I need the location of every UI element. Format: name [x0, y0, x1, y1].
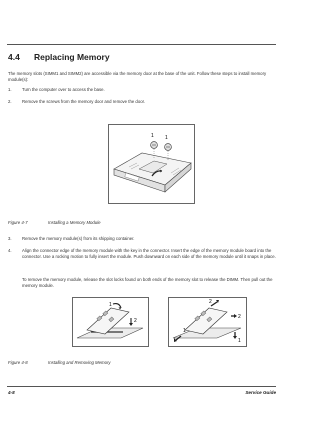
section-number: 4.4 [8, 52, 20, 62]
figure-4-8-caption: Installing and Removing Memory [48, 360, 111, 365]
callout-remove-2a: 2 [209, 299, 212, 305]
footer-title: Service Guide [245, 390, 276, 395]
remove-illustration [169, 298, 246, 346]
figure-4-8-install-image [72, 297, 149, 347]
step-4-number: 4. [8, 248, 12, 253]
header-rule [7, 44, 276, 45]
intro-paragraph: The memory slots (SIMM1 and SIMM2) are accessible via the memory door at the base of the unit. Follow these steps to install memory module(s): [8, 71, 267, 82]
callout-remove-1b: 1 [238, 338, 241, 344]
install-illustration [73, 298, 148, 346]
callout-remove-2b: 2 [238, 314, 241, 320]
callout-install-2: 2 [134, 318, 137, 324]
removal-note: To remove the memory module, release the slot locks found on both ends of the memory slot to release the DIMM. Then pull out the memory module. [22, 277, 273, 288]
step-1-number: 1. [8, 87, 12, 92]
callout-install-1: 1 [109, 302, 112, 308]
figure-4-7-caption: Installing a Memory Module [48, 220, 101, 225]
step-2-number: 2. [8, 99, 12, 104]
section-title: Replacing Memory [34, 52, 110, 62]
callout-remove-1a: 1 [183, 328, 186, 334]
step-3-text: Remove the memory module(s) from its shipping container. [22, 236, 135, 241]
footer-rule [7, 386, 276, 387]
figure-4-8-number: Figure 4-8 [8, 360, 28, 365]
figure-4-8-remove-image [168, 297, 247, 347]
callout-1b: 1 [165, 135, 168, 141]
footer-page-number: 4-8 [8, 390, 15, 395]
step-1-text: Turn the computer over to access the base. [22, 87, 105, 92]
step-3-number: 3. [8, 236, 12, 241]
figure-4-7-image [108, 124, 195, 204]
callout-1a: 1 [151, 133, 154, 139]
step-2-text: Remove the screws from the memory door and remove the door. [22, 99, 145, 104]
figure-4-7-number: Figure 4-7 [8, 220, 28, 225]
laptop-base-illustration [109, 125, 194, 203]
step-4-text: Align the connector edge of the memory module with the key in the connector. Insert the edge of the memory module board into the connector. Use a rocking motion to fully insert the module. Push downward on each side of the memory module until it snaps in place. [22, 248, 276, 259]
